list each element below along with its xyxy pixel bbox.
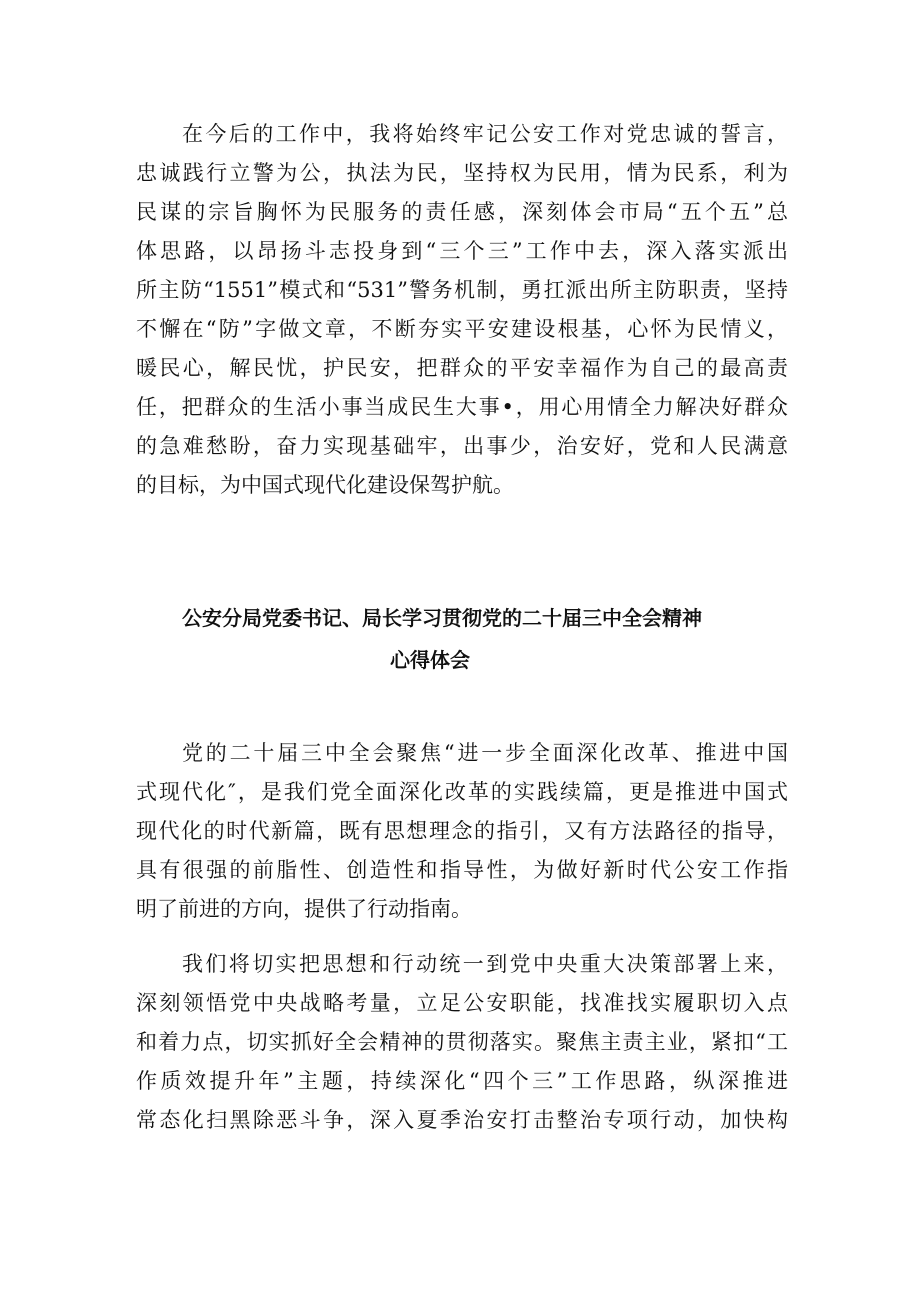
paragraph-line: 体思路，以昂扬斗志投身到“三个三”工作中去，深入落实派出 bbox=[136, 239, 788, 263]
paragraph-line: 暖民心，解民忧，护民安，把群众的平安幸福作为自己的最高责 bbox=[136, 356, 788, 380]
paragraph-1 bbox=[136, 115, 788, 505]
paragraph-line: 式现代化″，是我们党全面深化改革的实践续篇，更是推进中国式 bbox=[136, 780, 788, 804]
paragraph-line: 常态化扫黑除恶斗争，深入夏季治安打击整治专项行动，加快构 bbox=[136, 1108, 788, 1132]
paragraph-line: 民谋的宗旨胸怀为民服务的责任感，深刻体会市局“五个五”总 bbox=[136, 200, 788, 224]
paragraph-line: 的目标，为中国式现代化建设保驾护航。 bbox=[136, 473, 514, 497]
paragraph-line: 作质效提升年”主题，持续深化“四个三”工作思路，纵深推进 bbox=[136, 1069, 788, 1093]
paragraph-line: 在今后的工作中，我将始终牢记公安工作对党忠诚的誓言， bbox=[182, 122, 788, 146]
paragraph-line: 不懈在“防”字做文章，不断夯实平安建设根基，心怀为民情义， bbox=[136, 317, 788, 341]
paragraph-3 bbox=[136, 945, 788, 1140]
paragraph-line: 深刻领悟党中央战略考量，立足公安职能，找准找实履职切入点 bbox=[136, 991, 788, 1015]
heading-line-2: 心得体会 bbox=[390, 648, 470, 672]
paragraph-line: 具有很强的前脂性、创造性和指导性，为做好新时代公安工作指 bbox=[136, 858, 788, 882]
paragraph-line: 和着力点，切实抓好全会精神的贯彻落实。聚焦主责主业，紧扣“工 bbox=[136, 1030, 788, 1054]
paragraph-line: 的急难愁盼，奋力实现基础牢，出事少，治安好，党和人民满意 bbox=[136, 434, 788, 458]
paragraph-line: 所主防“1551”模式和“531”警务机制，勇扛派出所主防职责，坚持 bbox=[136, 278, 788, 302]
paragraph-line: 忠诚践行立警为公，执法为民，坚持权为民用，情为民系，利为 bbox=[136, 161, 788, 185]
paragraph-line: 明了前进的方向，提供了行动指南。 bbox=[136, 897, 472, 921]
paragraph-line: 现代化的时代新篇，既有思想理念的指引，又有方法路径的指导， bbox=[136, 819, 788, 843]
heading-line-1: 公安分局党委书记、局长学习贯彻党的二十届三中全会精神 bbox=[182, 606, 702, 630]
paragraph-line: 任，把群众的生活小事当成民生大事•，用心用情全力解决好群众 bbox=[136, 395, 788, 419]
paragraph-2 bbox=[136, 734, 788, 929]
paragraph-line: 我们将切实把思想和行动统一到党中央重大决策部署上来， bbox=[182, 952, 788, 976]
paragraph-line: 党的二十届三中全会聚焦“进一步全面深化改革、推进中国 bbox=[182, 741, 788, 765]
section-heading bbox=[136, 597, 826, 681]
